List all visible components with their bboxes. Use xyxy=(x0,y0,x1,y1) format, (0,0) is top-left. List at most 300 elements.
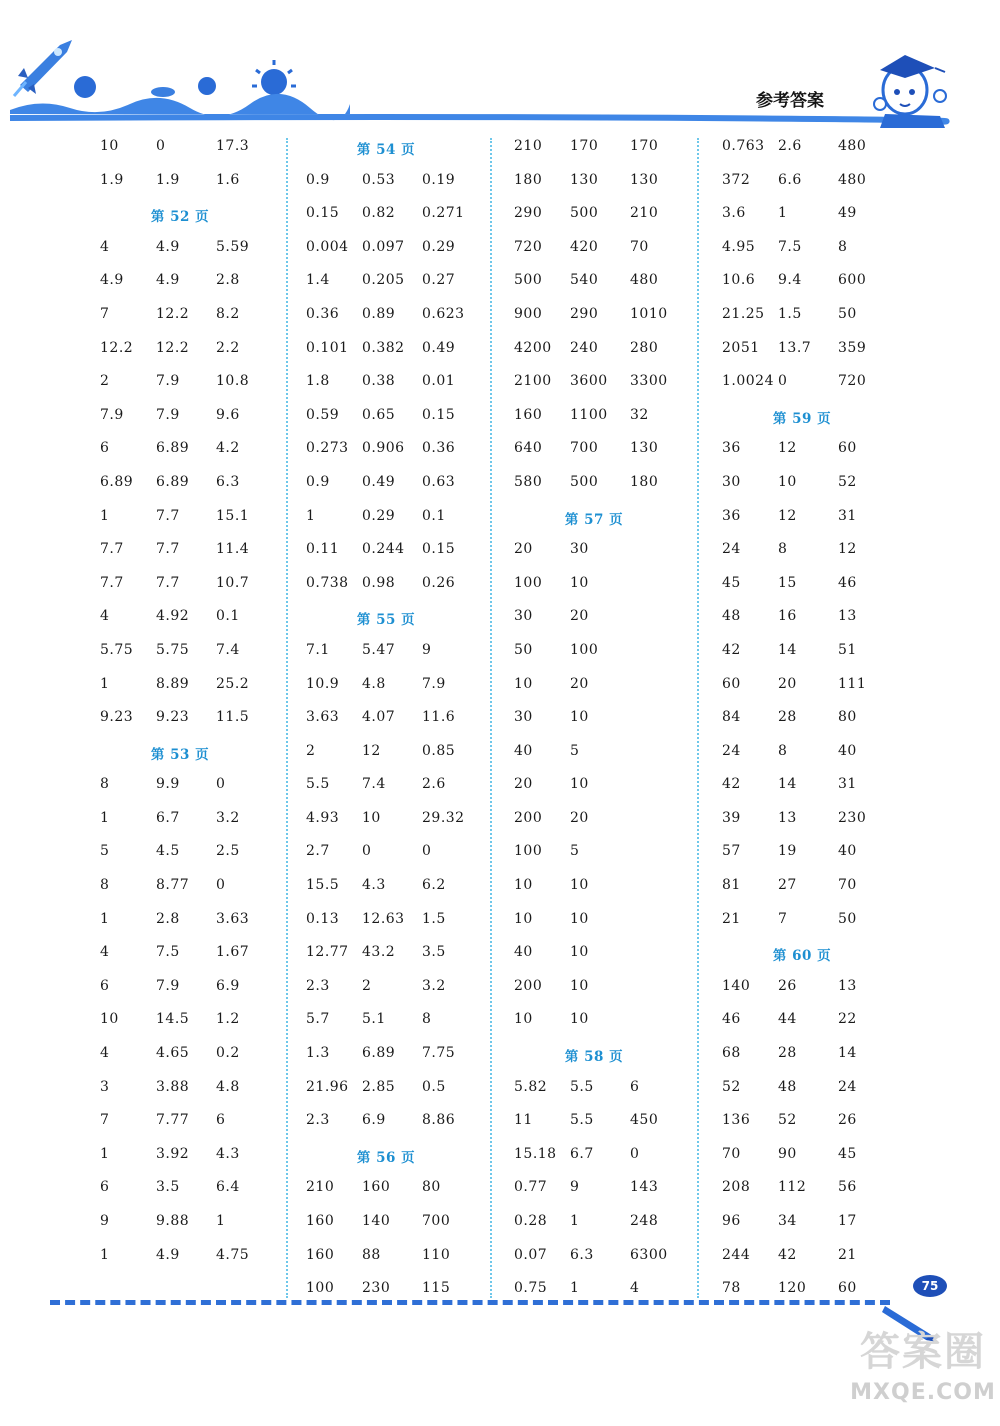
answer-value: 6.9 xyxy=(216,977,240,994)
answer-value: 2.7 xyxy=(306,843,330,860)
answer-value: 5.82 xyxy=(514,1078,548,1095)
answer-value: 30 xyxy=(722,473,741,490)
answer-value: 480 xyxy=(838,138,867,154)
answer-value: 2.2 xyxy=(216,339,240,356)
answer-value: 208 xyxy=(722,1179,751,1196)
answer-row xyxy=(100,298,305,332)
answer-value: 4.65 xyxy=(156,1045,190,1062)
page-label: 第 56 页 xyxy=(356,1149,416,1166)
answer-value: 500 xyxy=(570,205,599,222)
answer-value: 5.5 xyxy=(570,1078,594,1095)
answer-value: 5.1 xyxy=(362,1011,386,1028)
answer-value: 11.4 xyxy=(216,541,250,558)
answer-value: 0.382 xyxy=(362,339,405,356)
answer-row xyxy=(722,298,927,332)
answer-value: 11.6 xyxy=(422,709,456,726)
answer-value: 280 xyxy=(630,339,659,356)
answer-row xyxy=(306,701,511,735)
answer-value: 4.3 xyxy=(362,877,386,894)
watermark-text: 答案圈 xyxy=(860,1329,986,1375)
answer-value: 1 xyxy=(306,507,316,524)
answer-value: 3.63 xyxy=(216,910,250,927)
answer-value: 5 xyxy=(570,742,580,759)
answer-value: 100 xyxy=(570,641,599,658)
answer-value: 51 xyxy=(838,641,857,658)
answer-value: 10 xyxy=(514,910,533,927)
answer-value: 10 xyxy=(570,1011,589,1028)
answer-value: 6 xyxy=(216,1112,226,1129)
answer-value: 36 xyxy=(722,440,741,457)
answer-value: 84 xyxy=(722,709,741,726)
answer-row xyxy=(722,1071,927,1105)
answer-value: 45 xyxy=(722,574,741,591)
answer-value: 130 xyxy=(630,440,659,457)
answer-value: 1 xyxy=(778,205,788,222)
answer-value: 0.271 xyxy=(422,205,465,222)
answer-value: 1 xyxy=(100,1145,110,1162)
answer-value: 13 xyxy=(838,977,857,994)
answer-row xyxy=(514,264,719,298)
answer-value: 40 xyxy=(838,742,857,759)
answer-value: 1010 xyxy=(630,305,668,322)
answer-value: 49 xyxy=(838,205,857,222)
answer-value: 4.2 xyxy=(216,440,240,457)
answer-row xyxy=(306,936,511,970)
answer-value: 26 xyxy=(838,1112,857,1129)
answer-value: 70 xyxy=(838,877,857,894)
answer-value: 44 xyxy=(778,1011,797,1028)
answer-row xyxy=(514,1205,719,1239)
answer-value: 10 xyxy=(570,574,589,591)
planet-icon xyxy=(198,77,216,95)
answer-value: 30 xyxy=(514,709,533,726)
answer-value: 70 xyxy=(630,238,649,255)
answer-value: 17 xyxy=(838,1213,857,1229)
answer-value: 0.244 xyxy=(362,541,405,558)
answer-value: 60 xyxy=(838,440,857,457)
answer-value: 1.4 xyxy=(306,272,330,289)
answer-value: 45 xyxy=(838,1145,857,1162)
answer-value: 43.2 xyxy=(362,944,396,961)
answer-value: 20 xyxy=(514,541,533,558)
answer-value: 30 xyxy=(514,608,533,625)
answer-row xyxy=(722,1171,927,1205)
answer-row xyxy=(306,231,511,265)
answer-value: 42 xyxy=(722,776,741,793)
answer-value: 4.5 xyxy=(156,843,180,860)
answer-row xyxy=(514,466,719,500)
answer-value: 0.273 xyxy=(306,440,349,457)
answer-key-title: 参考答案 xyxy=(756,91,824,111)
answer-value: 12.63 xyxy=(362,910,405,927)
answer-value: 200 xyxy=(514,809,543,826)
answer-value: 110 xyxy=(422,1246,451,1263)
answer-value: 720 xyxy=(514,238,543,255)
answer-value: 140 xyxy=(722,977,751,994)
answer-value: 40 xyxy=(838,843,857,860)
answer-value: 0.1 xyxy=(216,608,240,625)
answer-row xyxy=(100,1239,305,1273)
answer-row xyxy=(306,332,511,366)
answer-value: 4 xyxy=(100,238,110,255)
answer-row xyxy=(722,567,927,601)
answer-value: 0.85 xyxy=(422,742,456,759)
page-label: 第 55 页 xyxy=(356,612,416,629)
rocket-icon xyxy=(14,40,72,96)
answer-value: 0.906 xyxy=(362,440,405,457)
answer-value: 160 xyxy=(362,1179,391,1196)
answer-row xyxy=(100,701,305,735)
answer-value: 6.3 xyxy=(216,473,240,490)
answer-value: 8 xyxy=(100,776,110,793)
answer-value: 50 xyxy=(838,305,857,322)
answer-value: 2.3 xyxy=(306,1112,330,1129)
answer-value: 9 xyxy=(100,1213,110,1229)
answer-row xyxy=(514,668,719,702)
answer-value: 248 xyxy=(630,1213,659,1229)
answer-value: 100 xyxy=(514,843,543,860)
answer-value: 46 xyxy=(722,1011,741,1028)
answer-row xyxy=(306,164,511,198)
answer-value: 0.13 xyxy=(306,910,340,927)
answer-value: 21 xyxy=(722,910,741,927)
answer-value: 1.8 xyxy=(306,373,330,390)
answer-value: 7.7 xyxy=(156,541,180,558)
answer-row xyxy=(514,432,719,466)
answer-row xyxy=(722,735,927,769)
answer-value: 39 xyxy=(722,809,741,826)
answer-value: 24 xyxy=(722,742,741,759)
answer-row xyxy=(306,466,511,500)
answer-value: 112 xyxy=(778,1179,807,1196)
answer-row xyxy=(100,1003,305,1037)
answer-value: 7.4 xyxy=(216,641,240,658)
answer-row xyxy=(514,835,719,869)
answer-row xyxy=(514,869,719,903)
answer-value: 0.004 xyxy=(306,238,349,255)
answer-value: 3.2 xyxy=(216,809,240,826)
answer-value: 230 xyxy=(838,809,867,826)
answer-value: 15 xyxy=(778,574,797,591)
answer-value: 42 xyxy=(722,641,741,658)
answer-value: 3.88 xyxy=(156,1078,190,1095)
answer-value: 7.9 xyxy=(156,373,180,390)
answer-value: 7.7 xyxy=(100,541,124,558)
answer-value: 29.32 xyxy=(422,809,465,826)
answer-value: 26 xyxy=(778,977,797,994)
answer-value: 81 xyxy=(722,877,741,894)
answer-value: 143 xyxy=(630,1179,659,1196)
answer-column-2 xyxy=(306,130,511,1306)
answer-value: 130 xyxy=(570,171,599,188)
answer-value: 52 xyxy=(778,1112,797,1129)
answer-value: 36 xyxy=(722,507,741,524)
answer-value: 20 xyxy=(514,776,533,793)
answer-value: 0.623 xyxy=(422,305,465,322)
answer-value: 40 xyxy=(514,742,533,759)
answer-value: 372 xyxy=(722,171,751,188)
answer-value: 450 xyxy=(630,1112,659,1129)
answer-value: 0.9 xyxy=(306,171,330,188)
answer-value: 160 xyxy=(514,406,543,423)
answer-row xyxy=(722,903,927,937)
answer-value: 20 xyxy=(570,608,589,625)
answer-value: 2.85 xyxy=(362,1078,396,1095)
answer-row xyxy=(722,701,927,735)
answer-value: 9.4 xyxy=(778,272,802,289)
answer-value: 0.5 xyxy=(422,1078,446,1095)
answer-row xyxy=(514,1071,719,1105)
answer-row xyxy=(722,802,927,836)
answer-value: 111 xyxy=(838,675,867,692)
answer-value: 48 xyxy=(722,608,741,625)
section-heading xyxy=(306,130,511,164)
page-number: 75 xyxy=(913,1275,947,1297)
answer-value: 12.77 xyxy=(306,944,349,961)
answer-value: 6.7 xyxy=(156,809,180,826)
answer-value: 10 xyxy=(362,809,381,826)
answer-value: 11.5 xyxy=(216,709,250,726)
answer-row xyxy=(100,869,305,903)
answer-value: 24 xyxy=(838,1078,857,1095)
answer-value: 2.8 xyxy=(216,272,240,289)
answer-value: 4.07 xyxy=(362,709,396,726)
answer-row xyxy=(306,567,511,601)
answer-value: 1.67 xyxy=(216,944,250,961)
answer-row xyxy=(722,432,927,466)
answer-value: 68 xyxy=(722,1045,741,1062)
answer-row xyxy=(100,903,305,937)
answer-value: 4 xyxy=(100,1045,110,1062)
answer-row xyxy=(100,1071,305,1105)
answer-value: 9.88 xyxy=(156,1213,190,1229)
answer-value: 0 xyxy=(216,877,226,894)
answer-row xyxy=(306,735,511,769)
answer-value: 14 xyxy=(838,1045,857,1062)
answer-value: 7.75 xyxy=(422,1045,456,1062)
answer-value: 6 xyxy=(630,1078,640,1095)
answer-value: 2.3 xyxy=(306,977,330,994)
answer-row xyxy=(722,197,927,231)
answer-value: 210 xyxy=(514,138,543,154)
answer-row xyxy=(100,466,305,500)
section-heading xyxy=(306,600,511,634)
answer-row xyxy=(306,365,511,399)
answer-value: 500 xyxy=(514,272,543,289)
answer-value: 6.3 xyxy=(570,1246,594,1263)
answer-row xyxy=(100,600,305,634)
answer-value: 2.8 xyxy=(156,910,180,927)
answer-row xyxy=(306,432,511,466)
answer-value: 210 xyxy=(306,1179,335,1196)
answer-row xyxy=(306,264,511,298)
answer-value: 8 xyxy=(778,541,788,558)
answer-value: 8 xyxy=(778,742,788,759)
answer-value: 160 xyxy=(306,1246,335,1263)
answer-value: 7 xyxy=(778,910,788,927)
answer-value: 50 xyxy=(838,910,857,927)
answer-row xyxy=(514,164,719,198)
answer-row xyxy=(722,1138,927,1172)
answer-value: 600 xyxy=(838,272,867,289)
answer-value: 14 xyxy=(778,641,797,658)
answer-value: 50 xyxy=(514,641,533,658)
answer-value: 0.36 xyxy=(422,440,456,457)
answer-value: 0.097 xyxy=(362,238,405,255)
answer-value: 7 xyxy=(100,305,110,322)
answer-value: 21.96 xyxy=(306,1078,349,1095)
answer-value: 24 xyxy=(722,541,741,558)
answer-value: 3.2 xyxy=(422,977,446,994)
answer-value: 540 xyxy=(570,272,599,289)
answer-value: 10 xyxy=(570,910,589,927)
answer-value: 9.6 xyxy=(216,406,240,423)
answer-row xyxy=(100,567,305,601)
answer-value: 0 xyxy=(630,1145,640,1162)
answer-value: 2.6 xyxy=(778,138,802,154)
answer-value: 4.8 xyxy=(362,675,386,692)
answer-value: 170 xyxy=(570,138,599,154)
answer-value: 15.5 xyxy=(306,877,340,894)
answer-value: 88 xyxy=(362,1246,381,1263)
answer-value: 5.5 xyxy=(306,776,330,793)
answer-value: 580 xyxy=(514,473,543,490)
answer-row xyxy=(100,1205,305,1239)
answer-value: 1 xyxy=(100,1246,110,1263)
answer-value: 100 xyxy=(306,1280,335,1297)
answer-value: 6.7 xyxy=(570,1145,594,1162)
answer-row xyxy=(100,835,305,869)
answer-value: 160 xyxy=(306,1213,335,1229)
answer-value: 2100 xyxy=(514,373,552,390)
answer-value: 480 xyxy=(630,272,659,289)
column-divider xyxy=(286,138,288,1298)
answer-value: 480 xyxy=(838,171,867,188)
page-label: 第 59 页 xyxy=(772,410,832,427)
answer-value: 1100 xyxy=(570,406,608,423)
answer-value: 5.47 xyxy=(362,641,396,658)
answer-value: 6.4 xyxy=(216,1179,240,1196)
answer-row xyxy=(722,500,927,534)
answer-value: 4.8 xyxy=(216,1078,240,1095)
answer-row xyxy=(722,164,927,198)
answer-row xyxy=(514,365,719,399)
answer-row xyxy=(100,533,305,567)
answer-value: 56 xyxy=(838,1179,857,1196)
answer-value: 10 xyxy=(778,473,797,490)
answer-row xyxy=(722,634,927,668)
answer-value: 80 xyxy=(838,709,857,726)
watermark-url: MXQE.COM xyxy=(850,1380,996,1405)
answer-value: 10 xyxy=(514,675,533,692)
answer-value: 0.9 xyxy=(306,473,330,490)
answer-row xyxy=(306,970,511,1004)
answer-value: 6.89 xyxy=(100,473,134,490)
answer-value: 120 xyxy=(778,1280,807,1297)
answer-row xyxy=(306,869,511,903)
answer-value: 7.1 xyxy=(306,641,330,658)
answer-value: 0.15 xyxy=(422,406,456,423)
answer-column-3 xyxy=(514,130,719,1306)
answer-row xyxy=(722,466,927,500)
answer-row xyxy=(100,500,305,534)
answer-row xyxy=(306,1003,511,1037)
answer-value: 10 xyxy=(570,776,589,793)
answer-value: 3.5 xyxy=(156,1179,180,1196)
answer-value: 10 xyxy=(514,1011,533,1028)
answer-row xyxy=(100,365,305,399)
answer-value: 4 xyxy=(100,608,110,625)
answer-value: 0.65 xyxy=(362,406,396,423)
answer-value: 1 xyxy=(570,1280,580,1297)
answer-row xyxy=(514,936,719,970)
answer-value: 28 xyxy=(778,1045,797,1062)
answer-value: 700 xyxy=(422,1213,451,1229)
answer-value: 8 xyxy=(100,877,110,894)
answer-value: 100 xyxy=(514,574,543,591)
page-label: 第 52 页 xyxy=(150,209,210,226)
answer-value: 359 xyxy=(838,339,867,356)
answer-value: 720 xyxy=(838,373,867,390)
column-divider xyxy=(490,138,492,1298)
answer-value: 0.53 xyxy=(362,171,396,188)
answer-value: 21 xyxy=(838,1246,857,1263)
answer-value: 210 xyxy=(630,205,659,222)
answer-row xyxy=(306,634,511,668)
answer-value: 9 xyxy=(570,1179,580,1196)
answer-value: 7.5 xyxy=(778,238,802,255)
answer-value: 57 xyxy=(722,843,741,860)
answer-value: 1.5 xyxy=(422,910,446,927)
answer-value: 25.2 xyxy=(216,675,250,692)
page-label: 第 54 页 xyxy=(356,142,416,158)
answer-value: 15.18 xyxy=(514,1145,557,1162)
answer-value: 8.89 xyxy=(156,675,190,692)
answer-value: 6 xyxy=(100,1179,110,1196)
answer-value: 0.82 xyxy=(362,205,396,222)
answer-value: 12 xyxy=(362,742,381,759)
answer-value: 7.7 xyxy=(156,507,180,524)
answer-row xyxy=(514,802,719,836)
answer-value: 10.9 xyxy=(306,675,340,692)
answer-row xyxy=(514,1171,719,1205)
section-heading xyxy=(306,1138,511,1172)
answer-value: 14.5 xyxy=(156,1011,190,1028)
answer-value: 3600 xyxy=(570,373,608,390)
answer-row xyxy=(100,332,305,366)
answer-row xyxy=(722,1003,927,1037)
answer-value: 5 xyxy=(570,843,580,860)
answer-value: 34 xyxy=(778,1213,797,1229)
answer-row xyxy=(514,298,719,332)
answer-row xyxy=(722,1239,927,1273)
answer-value: 30 xyxy=(570,541,589,558)
answer-row xyxy=(100,1037,305,1071)
answer-value: 230 xyxy=(362,1280,391,1297)
answer-value: 1.9 xyxy=(100,171,124,188)
answer-value: 1 xyxy=(100,809,110,826)
answer-row xyxy=(722,1104,927,1138)
answer-value: 2.5 xyxy=(216,843,240,860)
answer-value: 7.7 xyxy=(100,574,124,591)
answer-value: 60 xyxy=(722,675,741,692)
answer-value: 3.6 xyxy=(722,205,746,222)
answer-value: 0.75 xyxy=(514,1280,548,1297)
answer-row xyxy=(722,533,927,567)
answer-value: 40 xyxy=(514,944,533,961)
answer-row xyxy=(306,1037,511,1071)
column-divider xyxy=(697,138,699,1298)
